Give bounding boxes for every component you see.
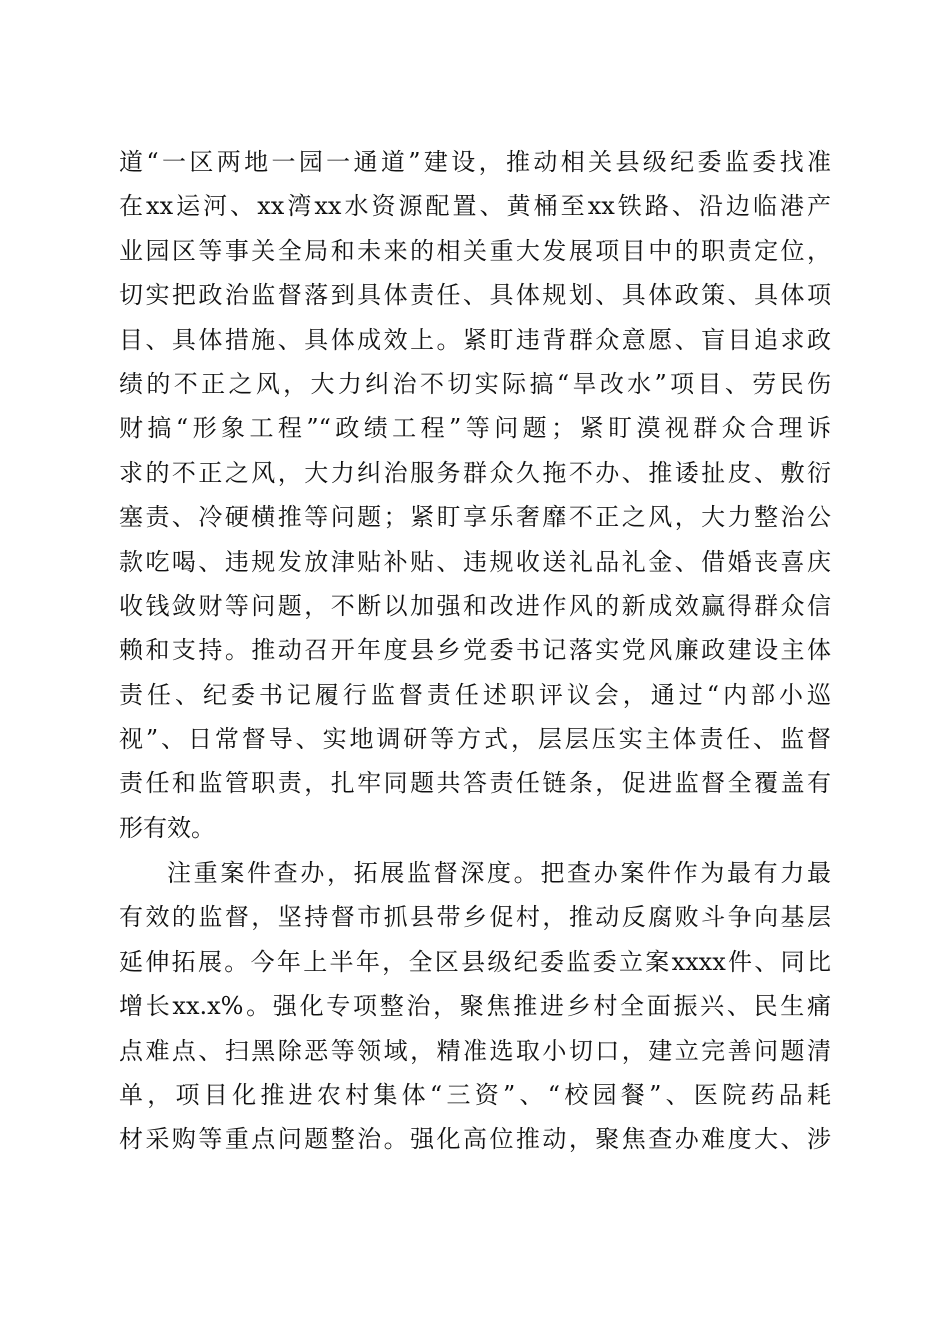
paragraph-1-line: 财搞“形象工程”“政绩工程”等问题；紧盯漠视群众合理诉 [119,414,831,443]
paragraph-2-line: 材采购等重点问题整治。强化高位推动，聚焦查办难度大、涉 [119,1125,831,1154]
paragraph-2-line: 增长xx.x%。强化专项整治，聚焦推进乡村全面振兴、民生痛 [119,992,831,1021]
paragraph-2-line: 点难点、扫黑除恶等领域，精准选取小切口，建立完善问题清 [119,1036,831,1065]
paragraph-1-line: 款吃喝、违规发放津贴补贴、违规收送礼品礼金、借婚丧喜庆 [119,547,831,576]
paragraph-1-line: 责任和监管职责，扎牢同题共答责任链条，促进监督全覆盖有 [119,769,831,798]
paragraph-1-line: 赖和支持。推动召开年度县乡党委书记落实党风廉政建设主体 [119,636,831,665]
paragraph-2 [119,851,831,1162]
paragraph-1-line: 在xx运河、xx湾xx水资源配置、黄桶至xx铁路、沿边临港产 [119,192,831,221]
paragraph-2-line: 有效的监督，坚持督市抓县带乡促村，推动反腐败斗争向基层 [119,903,831,932]
paragraph-1-line: 视”、日常督导、实地调研等方式，层层压实主体责任、监督 [119,725,831,754]
paragraph-1-line: 目、具体措施、具体成效上。紧盯违背群众意愿、盲目追求政 [119,325,831,354]
paragraph-1-line: 收钱敛财等问题，不断以加强和改进作风的新成效赢得群众信 [119,591,831,620]
paragraph-2-line: 延伸拓展。今年上半年，全区县级纪委监委立案xxxx件、同比 [119,947,831,976]
paragraph-1-line: 责任、纪委书记履行监督责任述职评议会，通过“内部小巡 [119,680,831,709]
paragraph-1-line: 形有效。 [119,813,215,842]
paragraph-1-line: 绩的不正之风，大力纠治不切实际搞“旱改水”项目、劳民伤 [119,369,831,398]
paragraph-1-line: 切实把政治监督落到具体责任、具体规划、具体政策、具体项 [119,281,831,310]
paragraph-1-line: 求的不正之风，大力纠治服务群众久拖不办、推诿扯皮、敷衍 [119,458,831,487]
paragraph-1 [119,140,831,850]
paragraph-1-line: 业园区等事关全局和未来的相关重大发展项目中的职责定位， [119,236,831,265]
paragraph-1-line: 道“一区两地一园一通道”建设，推动相关县级纪委监委找准 [119,148,831,176]
paragraph-2-line: 注重案件查办，拓展监督深度。把查办案件作为最有力最 [167,859,831,887]
paragraph-1-line: 塞责、冷硬横推等问题；紧盯享乐奢靡不正之风，大力整治公 [119,503,831,532]
paragraph-2-line: 单，项目化推进农村集体“三资”、“校园餐”、医院药品耗 [119,1080,831,1109]
